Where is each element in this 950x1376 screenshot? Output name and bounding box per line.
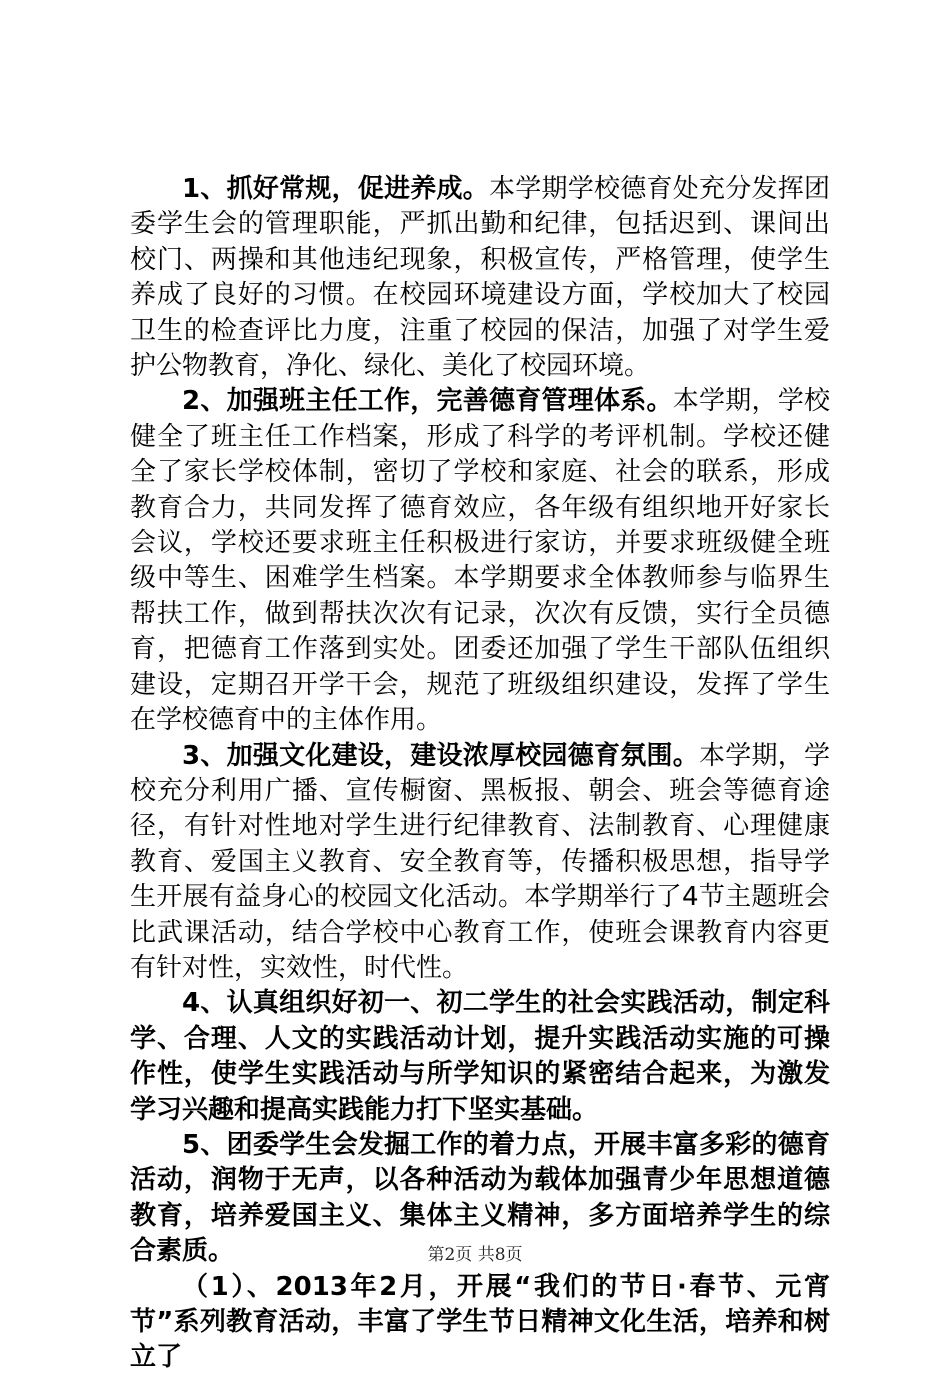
page-number-footer: 第2页 共8页	[427, 1245, 523, 1265]
document-body	[130, 172, 830, 1376]
paragraph-4: 4、认真组织好初一、初二学生的社会实践活动，制定科学、合理、人文的实践活动计划，提升实践活动实施的可操作性，使学生实践活动与所学知识的紧密结合起来，为激发学习兴趣和提高实践能力打下坚实基础。	[130, 988, 830, 1125]
paragraph-5: 5、团委学生会发掘工作的着力点，开展丰富多彩的德育活动，润物于无声，以各种活动为载体加强青少年思想道德教育，培养爱国主义、集体主义精神，多方面培养学生的综合素质。	[130, 1129, 830, 1267]
paragraph-2-text: 本学期，学校健全了班主任工作档案，形成了科学的考评机制。学校还健全了家长学校体制，密切了学校和家庭、社会的联系，形成教育合力，共同发挥了德育效应，各年级有组织地开好家长会议，学校还要求班主任积极进行家访，并要求班级健全班级中等生、困难学生档案。本学期要求全体教师参与临界生帮扶工作，做到帮扶次次有记录，次次有反馈，实行全员德育，把德育工作落到实处。团委还加强了学生干部队伍组织建设，定期召开学干会，规范了班级组织建设，发挥了学生在学校德育中的主体作用。	[130, 386, 830, 736]
paragraph-3-text: 本学期，学校充分利用广播、宣传橱窗、黑板报、朝会、班会等德育途径，有针对性地对学生进行纪律教育、法制教育、心理健康教育、爱国主义教育、安全教育等，传播积极思想，指导学生开展有益身心的校园文化活动。本学期举行了4节主题班会比武课活动，结合学校中心教育工作，使班会课教育内容更有针对性，实效性，时代性。	[130, 740, 830, 983]
paragraph-1-heading: 1、抓好常规，促进养成。	[182, 174, 490, 204]
paragraph-3-heading: 3、加强文化建设，建设浓厚校园德育氛围。	[182, 740, 700, 771]
paragraph-2	[130, 384, 830, 738]
paragraph-1-text: 本学期学校德育处充分发挥团委学生会的管理职能，严抓出勤和纪律，包括迟到、课间出校门、两操和其他违纪现象，积极宣传，严格管理，使学生养成了良好的习惯。在校园环境建设方面，学校加大了校园卫生的检查评比力度，注重了校园的保洁，加强了对学生爱护公物教育，净化、绿化、美化了校园环境。	[130, 174, 830, 382]
paragraph-2-heading: 2、加强班主任工作，完善德育管理体系。	[182, 386, 673, 417]
paragraph-6: （1）、2013年2月，开展“我们的节日·春节、元宵节”系列教育活动，丰富了学生节日精神文化生活，培养和树立了	[130, 1271, 830, 1373]
paragraph-3	[130, 739, 830, 987]
paragraph-1	[130, 172, 830, 384]
